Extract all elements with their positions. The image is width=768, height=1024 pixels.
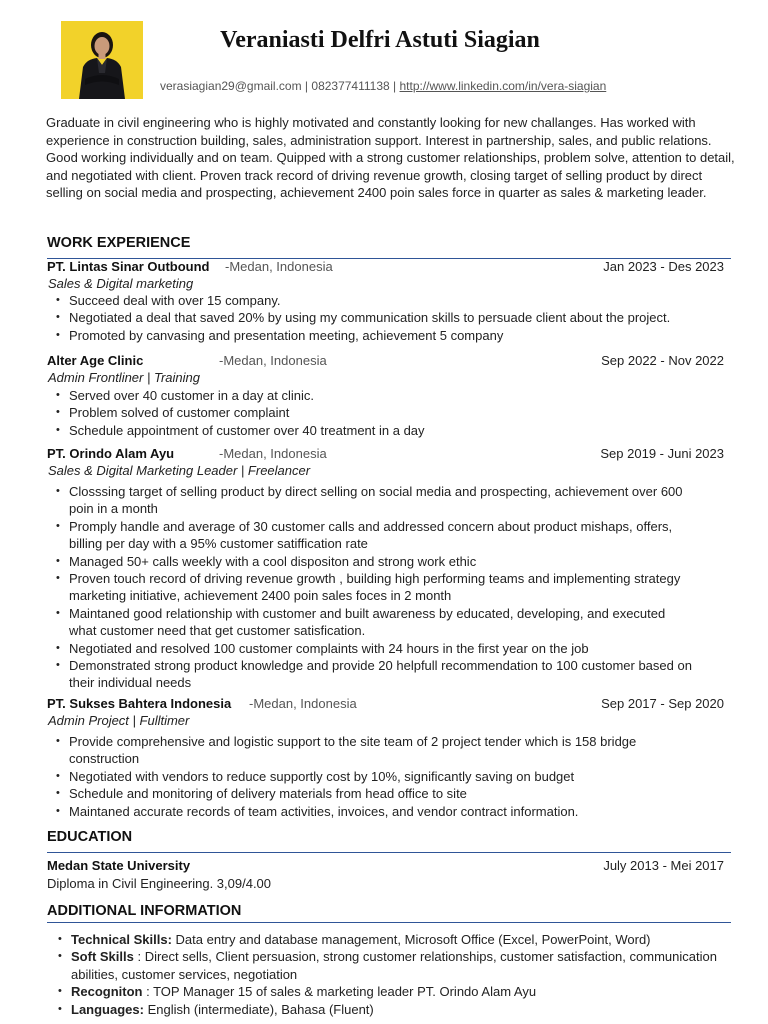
list-item: • Proven touch record of driving revenue growth , building high performing teams and implementing strategy marketing initiative, achievement 2400 poin sales foces in 2 month	[56, 570, 696, 605]
separator: |	[301, 79, 312, 93]
education-dates: July 2013 - Mei 2017	[603, 858, 724, 873]
degree: Diploma in Civil Engineering. 3,09/4.00	[47, 876, 272, 891]
section-title-work: WORK EXPERIENCE	[47, 235, 191, 251]
list-item: • Demonstrated strong product knowledge and provide 20 helpfull recommendation to 100 customer based on their individual needs	[56, 657, 696, 692]
company-name: PT. Sukses Bahtera Indonesia	[47, 696, 232, 711]
job-role: Sales & Digital marketing	[48, 276, 194, 291]
list-item: • Schedule and monitoring of delivery materials from head office to site	[56, 785, 696, 802]
list-item: • Negotiated with vendors to reduce supportly cost by 10%, significantly saving on budget	[56, 768, 696, 785]
item-label: Recogniton	[71, 984, 143, 1000]
job-role: Sales & Digital Marketing Leader | Freelancer	[48, 463, 311, 478]
list-item	[58, 983, 758, 1000]
list-item: • Negotiated and resolved 100 customer complaints with 24 hours in the first year on the job	[56, 640, 696, 657]
job-header	[47, 446, 724, 463]
job-role: Admin Frontliner | Training	[48, 370, 200, 385]
education-header	[47, 858, 724, 875]
section-divider	[47, 922, 731, 923]
contact-line	[160, 79, 607, 93]
list-item: • Managed 50+ calls weekly with a cool dispositon and strong work ethic	[56, 553, 696, 570]
job-header	[47, 353, 724, 370]
item-text: : Direct sells, Client persuasion, strong customer relationships, customer satisfaction, communication abilities, customer services, negotiation	[71, 949, 717, 982]
company-name: PT. Orindo Alam Ayu	[47, 446, 175, 461]
list-item: • Served over 40 customer in a day at clinic.	[56, 387, 696, 404]
list-item: • Maintaned accurate records of team activities, invoices, and vendor contract information.	[56, 803, 696, 820]
profile-photo	[61, 21, 143, 99]
item-text: Data entry and database management, Microsoft Office (Excel, PowerPoint, Word)	[171, 932, 651, 947]
item-label: Soft Skills	[71, 949, 134, 965]
list-item: • Promoted by canvasing and presentation meeting, achievement 5 company	[56, 327, 696, 344]
item-text: : TOP Manager 15 of sales & marketing leader PT. Orindo Alam Ayu	[142, 984, 537, 1000]
section-title-education: EDUCATION	[47, 829, 133, 845]
school-name: Medan State University	[47, 858, 191, 873]
list-item: • Promply handle and average of 30 customer calls and addressed concern about product mishaps, offers, billing per day with a 95% customer satiffication rate	[56, 518, 696, 553]
item-label: Languages:	[71, 1001, 144, 1017]
job-header	[47, 259, 724, 276]
candidate-name: Veraniasti Delfri Astuti Siagian	[220, 27, 540, 53]
section-title-additional: ADDITIONAL INFORMATION	[47, 903, 242, 919]
job-bullets	[56, 733, 696, 820]
job-bullets	[56, 483, 696, 692]
job-bullets	[56, 292, 696, 344]
company-name: Alter Age Clinic	[47, 353, 144, 368]
list-item: • Provide comprehensive and logistic support to the site team of 2 project tender which is 158 bridge construction	[56, 733, 696, 768]
job-bullets	[56, 387, 696, 439]
list-item: • Maintaned good relationship with customer and built awareness by educated, developing, and executed what customer need that get customer satisfication.	[56, 605, 696, 640]
separator: |	[389, 79, 400, 93]
job-header	[47, 696, 724, 713]
job-location: -Medan, Indonesia	[219, 353, 327, 368]
section-divider	[47, 852, 731, 853]
item-label: Technical Skills:	[71, 932, 172, 947]
job-location: -Medan, Indonesia	[219, 446, 327, 461]
list-item: • Negotiated a deal that saved 20% by using my communication skills to persuade client about the project.	[56, 309, 696, 326]
item-text: English (intermediate), Bahasa (Fluent)	[143, 1001, 374, 1017]
company-name: PT. Lintas Sinar Outbound	[47, 259, 210, 274]
list-item: • Problem solved of customer complaint	[56, 404, 696, 421]
phone: 082377411138	[311, 79, 390, 93]
list-item	[58, 1001, 758, 1018]
job-location: -Medan, Indonesia	[225, 259, 333, 274]
job-dates: Sep 2017 - Sep 2020	[601, 696, 724, 711]
summary-paragraph: Graduate in civil engineering who is highly motivated and constantly looking for new challanges. Has worked with experience in construction building, sales, administration support. Interest in partnership, sales, and public relations. Good working individually and on team. Quipped with a strong customer relationships, problem solve, attention to detail, and negotiated with client. Proven track record of driving revenue growth, closing target of selling product by direct selling on social media and prospecting, achievement 2400 poin sales force in quarter as sales & marketing leader.	[46, 115, 735, 200]
list-item	[58, 948, 758, 983]
job-location: -Medan, Indonesia	[249, 696, 357, 711]
list-item: • Closssing target of selling product by direct selling on social media and prospecting, achievement over 600 poin in a month	[56, 483, 696, 518]
additional-list	[58, 931, 758, 1018]
job-dates: Jan 2023 - Des 2023	[603, 259, 724, 274]
list-item	[58, 931, 758, 948]
email[interactable]: verasiagian29@gmail.com	[160, 79, 302, 93]
job-dates: Sep 2022 - Nov 2022	[601, 353, 724, 368]
job-dates: Sep 2019 - Juni 2023	[600, 446, 724, 461]
list-item: • Succeed deal with over 15 company.	[56, 292, 696, 309]
linkedin-link[interactable]: http://www.linkedin.com/in/vera-siagian	[399, 79, 607, 93]
job-role: Admin Project | Fulltimer	[48, 713, 190, 728]
list-item: • Schedule appointment of customer over 40 treatment in a day	[56, 422, 696, 439]
